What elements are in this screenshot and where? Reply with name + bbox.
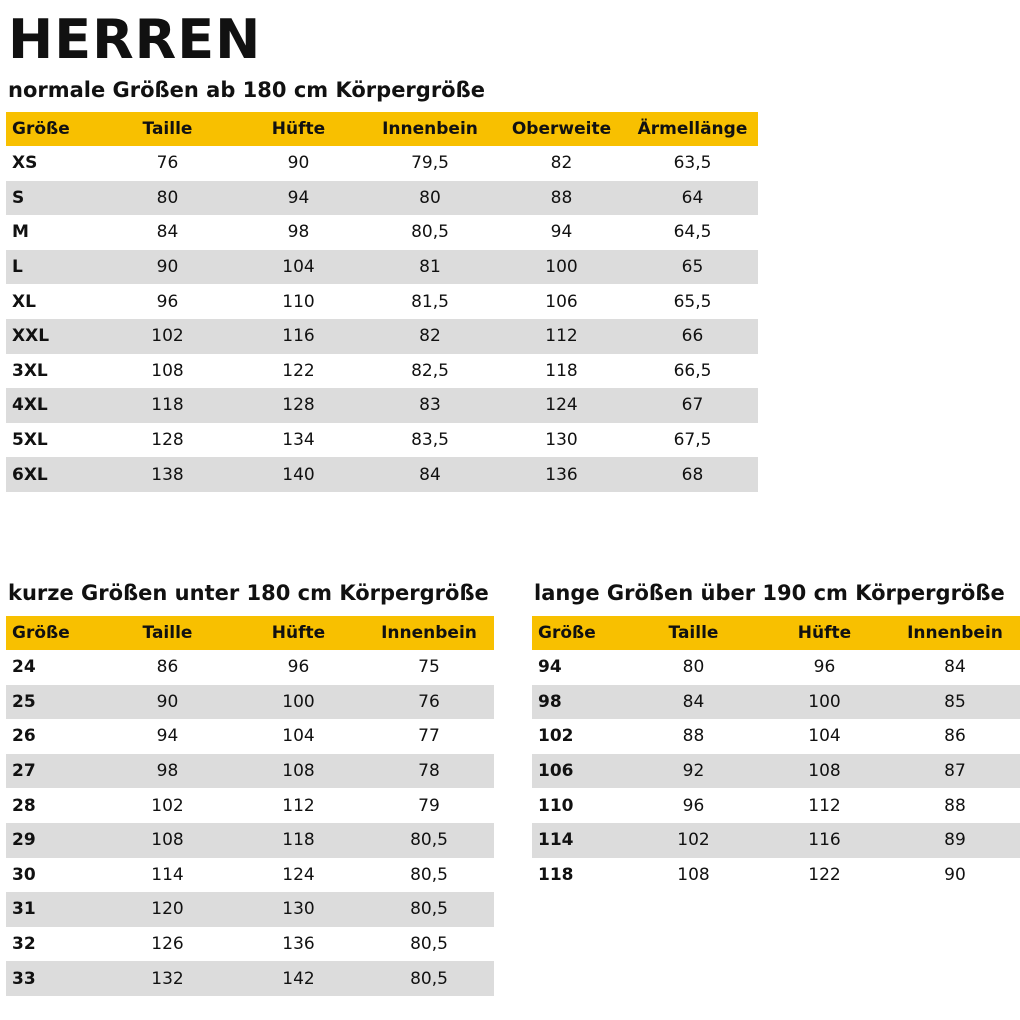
measurement-cell: 122 — [233, 354, 364, 389]
measurement-cell: 90 — [102, 685, 233, 720]
column-header: Taille — [628, 616, 759, 650]
table-row — [532, 823, 1020, 858]
size-cell: 31 — [6, 892, 102, 927]
column-header: Hüfte — [233, 616, 364, 650]
measurement-cell: 66 — [627, 319, 758, 354]
table-row — [532, 788, 1020, 823]
measurement-cell: 96 — [102, 284, 233, 319]
measurement-cell: 65 — [627, 250, 758, 285]
long-sizes-subtitle: lange Größen über 190 cm Körpergröße — [534, 581, 1005, 605]
column-header: Oberweite — [496, 112, 627, 146]
measurement-cell: 77 — [364, 719, 494, 754]
measurement-cell: 102 — [628, 823, 759, 858]
table-row — [6, 719, 494, 754]
column-header: Taille — [102, 616, 233, 650]
measurement-cell: 94 — [496, 215, 627, 250]
measurement-cell: 136 — [496, 457, 627, 492]
size-cell: 6XL — [6, 457, 102, 492]
measurement-cell: 130 — [496, 423, 627, 458]
short-sizes-table — [6, 616, 494, 996]
measurement-cell: 89 — [890, 823, 1020, 858]
measurement-cell: 128 — [102, 423, 233, 458]
measurement-cell: 96 — [233, 650, 364, 685]
table-row — [6, 858, 494, 893]
measurement-cell: 108 — [233, 754, 364, 789]
table-row — [532, 858, 1020, 893]
measurement-cell: 142 — [233, 961, 364, 996]
measurement-cell: 66,5 — [627, 354, 758, 389]
size-cell: 32 — [6, 927, 102, 962]
measurement-cell: 108 — [759, 754, 890, 789]
measurement-cell: 86 — [890, 719, 1020, 754]
measurement-cell: 100 — [496, 250, 627, 285]
table-row — [532, 650, 1020, 685]
size-cell: 25 — [6, 685, 102, 720]
measurement-cell: 80 — [102, 181, 233, 216]
measurement-cell: 132 — [102, 961, 233, 996]
table-header-row — [532, 616, 1020, 650]
measurement-cell: 136 — [233, 927, 364, 962]
measurement-cell: 118 — [233, 823, 364, 858]
measurement-cell: 87 — [890, 754, 1020, 789]
measurement-cell: 76 — [364, 685, 494, 720]
normal-sizes-table — [6, 112, 758, 492]
table-row — [6, 892, 494, 927]
table-row — [6, 388, 758, 423]
size-cell: 4XL — [6, 388, 102, 423]
measurement-cell: 128 — [233, 388, 364, 423]
measurement-cell: 88 — [496, 181, 627, 216]
measurement-cell: 81,5 — [364, 284, 496, 319]
measurement-cell: 80 — [364, 181, 496, 216]
measurement-cell: 80,5 — [364, 892, 494, 927]
table-row — [6, 788, 494, 823]
table-row — [532, 685, 1020, 720]
measurement-cell: 100 — [233, 685, 364, 720]
table-row — [6, 823, 494, 858]
size-cell: 106 — [532, 754, 628, 789]
measurement-cell: 100 — [759, 685, 890, 720]
size-cell: 98 — [532, 685, 628, 720]
measurement-cell: 90 — [890, 858, 1020, 893]
measurement-cell: 122 — [759, 858, 890, 893]
table-row — [6, 354, 758, 389]
measurement-cell: 102 — [102, 788, 233, 823]
measurement-cell: 138 — [102, 457, 233, 492]
measurement-cell: 90 — [233, 146, 364, 181]
column-header: Hüfte — [233, 112, 364, 146]
measurement-cell: 64 — [627, 181, 758, 216]
measurement-cell: 88 — [628, 719, 759, 754]
measurement-cell: 108 — [102, 354, 233, 389]
measurement-cell: 88 — [890, 788, 1020, 823]
table-row — [6, 961, 494, 996]
measurement-cell: 104 — [233, 250, 364, 285]
measurement-cell: 94 — [233, 181, 364, 216]
measurement-cell: 68 — [627, 457, 758, 492]
measurement-cell: 82,5 — [364, 354, 496, 389]
measurement-cell: 80,5 — [364, 858, 494, 893]
measurement-cell: 130 — [233, 892, 364, 927]
measurement-cell: 63,5 — [627, 146, 758, 181]
measurement-cell: 84 — [102, 215, 233, 250]
measurement-cell: 98 — [233, 215, 364, 250]
measurement-cell: 102 — [102, 319, 233, 354]
measurement-cell: 85 — [890, 685, 1020, 720]
size-cell: 33 — [6, 961, 102, 996]
size-cell: 24 — [6, 650, 102, 685]
measurement-cell: 140 — [233, 457, 364, 492]
table-row — [532, 719, 1020, 754]
measurement-cell: 104 — [759, 719, 890, 754]
measurement-cell: 110 — [233, 284, 364, 319]
measurement-cell: 120 — [102, 892, 233, 927]
size-cell: S — [6, 181, 102, 216]
table-row — [6, 457, 758, 492]
measurement-cell: 112 — [759, 788, 890, 823]
size-cell: 27 — [6, 754, 102, 789]
measurement-cell: 96 — [628, 788, 759, 823]
column-header: Größe — [6, 112, 102, 146]
measurement-cell: 82 — [364, 319, 496, 354]
size-cell: XS — [6, 146, 102, 181]
table-row — [6, 284, 758, 319]
measurement-cell: 79 — [364, 788, 494, 823]
measurement-cell: 126 — [102, 927, 233, 962]
table-row — [6, 754, 494, 789]
measurement-cell: 75 — [364, 650, 494, 685]
normal-sizes-subtitle: normale Größen ab 180 cm Körpergröße — [8, 78, 485, 102]
size-cell: XXL — [6, 319, 102, 354]
measurement-cell: 108 — [102, 823, 233, 858]
measurement-cell: 67,5 — [627, 423, 758, 458]
table-header-row — [6, 112, 758, 146]
size-cell: 29 — [6, 823, 102, 858]
column-header: Innenbein — [364, 112, 496, 146]
measurement-cell: 112 — [233, 788, 364, 823]
measurement-cell: 80,5 — [364, 961, 494, 996]
measurement-cell: 124 — [233, 858, 364, 893]
size-cell: XL — [6, 284, 102, 319]
size-cell: 3XL — [6, 354, 102, 389]
measurement-cell: 78 — [364, 754, 494, 789]
column-header: Ärmellänge — [627, 112, 758, 146]
size-cell: 110 — [532, 788, 628, 823]
table-header-row — [6, 616, 494, 650]
column-header: Taille — [102, 112, 233, 146]
measurement-cell: 114 — [102, 858, 233, 893]
measurement-cell: 79,5 — [364, 146, 496, 181]
measurement-cell: 96 — [759, 650, 890, 685]
measurement-cell: 83 — [364, 388, 496, 423]
measurement-cell: 65,5 — [627, 284, 758, 319]
measurement-cell: 98 — [102, 754, 233, 789]
measurement-cell: 81 — [364, 250, 496, 285]
column-header: Innenbein — [890, 616, 1020, 650]
size-cell: 94 — [532, 650, 628, 685]
measurement-cell: 90 — [102, 250, 233, 285]
measurement-cell: 80,5 — [364, 215, 496, 250]
table-row — [532, 754, 1020, 789]
measurement-cell: 112 — [496, 319, 627, 354]
measurement-cell: 104 — [233, 719, 364, 754]
measurement-cell: 82 — [496, 146, 627, 181]
table-row — [6, 215, 758, 250]
table-row — [6, 146, 758, 181]
size-cell: 28 — [6, 788, 102, 823]
measurement-cell: 118 — [496, 354, 627, 389]
table-row — [6, 319, 758, 354]
measurement-cell: 84 — [364, 457, 496, 492]
measurement-cell: 86 — [102, 650, 233, 685]
measurement-cell: 84 — [890, 650, 1020, 685]
size-cell: 30 — [6, 858, 102, 893]
short-sizes-subtitle: kurze Größen unter 180 cm Körpergröße — [8, 581, 489, 605]
page-title: HERREN — [8, 8, 262, 71]
measurement-cell: 80,5 — [364, 823, 494, 858]
table-row — [6, 250, 758, 285]
measurement-cell: 64,5 — [627, 215, 758, 250]
table-row — [6, 650, 494, 685]
measurement-cell: 106 — [496, 284, 627, 319]
size-cell: M — [6, 215, 102, 250]
size-cell: 114 — [532, 823, 628, 858]
measurement-cell: 80 — [628, 650, 759, 685]
measurement-cell: 80,5 — [364, 927, 494, 962]
measurement-cell: 116 — [759, 823, 890, 858]
size-cell: L — [6, 250, 102, 285]
table-row — [6, 423, 758, 458]
column-header: Hüfte — [759, 616, 890, 650]
long-sizes-table — [532, 616, 1020, 892]
size-cell: 5XL — [6, 423, 102, 458]
size-cell: 26 — [6, 719, 102, 754]
size-cell: 118 — [532, 858, 628, 893]
measurement-cell: 76 — [102, 146, 233, 181]
measurement-cell: 134 — [233, 423, 364, 458]
measurement-cell: 124 — [496, 388, 627, 423]
column-header: Größe — [532, 616, 628, 650]
measurement-cell: 108 — [628, 858, 759, 893]
measurement-cell: 94 — [102, 719, 233, 754]
column-header: Größe — [6, 616, 102, 650]
table-row — [6, 181, 758, 216]
column-header: Innenbein — [364, 616, 494, 650]
measurement-cell: 67 — [627, 388, 758, 423]
size-cell: 102 — [532, 719, 628, 754]
table-row — [6, 685, 494, 720]
measurement-cell: 118 — [102, 388, 233, 423]
table-row — [6, 927, 494, 962]
measurement-cell: 84 — [628, 685, 759, 720]
measurement-cell: 92 — [628, 754, 759, 789]
measurement-cell: 83,5 — [364, 423, 496, 458]
measurement-cell: 116 — [233, 319, 364, 354]
